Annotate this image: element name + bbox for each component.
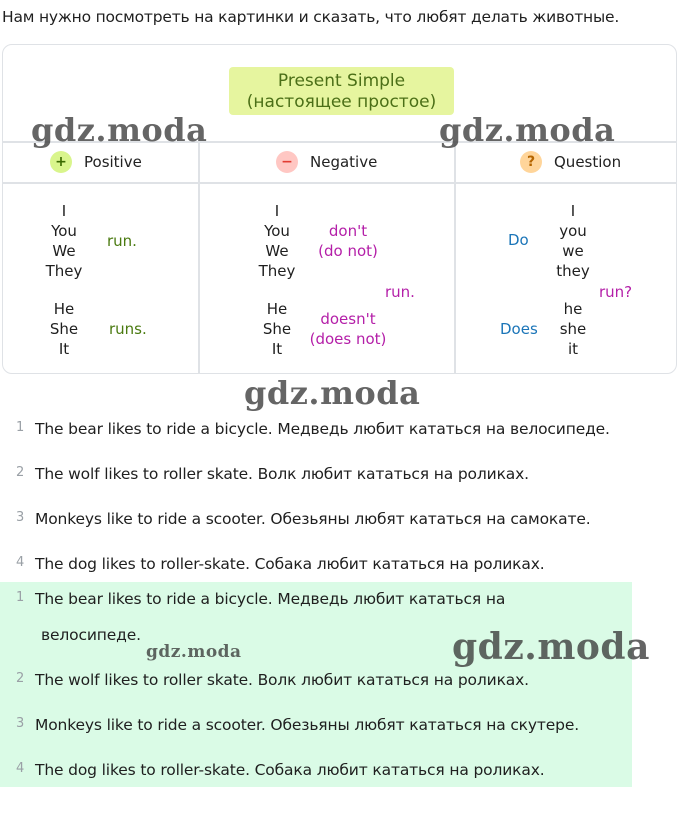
item-text: The wolf likes to roller skate. Волк любит кататься на роликах. [35,671,529,689]
divider [3,182,676,184]
grammar-table [2,44,677,374]
positive-verb: run. [107,232,137,250]
title-line2: (настоящее простое) [246,92,437,112]
item-text: The dog likes to roller-skate. Собака любит кататься на роликах. [35,761,545,779]
item-text: велосипеде. [41,626,141,644]
negative-pronouns-plural: I You We They [258,202,296,280]
item-number: 2 [16,465,25,480]
question-aux-does: Does [500,320,538,338]
question-verb: run? [599,283,633,301]
header-question-label: Question [554,153,622,171]
positive-verb-s: runs. [109,320,147,338]
question-icon: ? [520,151,542,173]
header-negative-label: Negative [310,153,378,171]
watermark: gdz.moda [146,642,242,662]
watermark: gdz.moda [244,374,421,412]
table-title [229,67,454,115]
header-positive-label: Positive [84,153,142,171]
question-pronouns-plural: I you we they [556,202,590,280]
item-number: 3 [16,716,25,731]
negative-pronouns-singular: He She It [262,300,292,358]
item-number: 1 [16,590,25,605]
negative-verb: run. [385,283,415,301]
item-number: 3 [16,510,25,525]
minus-icon: − [276,151,298,173]
answers-block [0,582,650,787]
watermark: gdz.moda [439,111,616,149]
intro-text: Нам нужно посмотреть на картинки и сказать, что любят делать животные. [2,8,620,26]
item-text: The bear likes to ride a bicycle. Медведь любит кататься на [35,590,506,608]
column-divider [198,141,200,373]
item-number: 2 [16,671,25,686]
question-aux-do: Do [508,231,529,249]
item-text: Monkeys like to ride a scooter. Обезьяны любят кататься на скутере. [35,716,580,734]
positive-pronouns-singular: He She It [49,300,79,358]
negative-aux-singular: doesn't (does not) [309,310,387,348]
item-number: 4 [16,555,25,570]
question-pronouns-singular: he she it [559,300,587,358]
item-number: 1 [16,420,25,435]
header-question [520,150,621,174]
column-divider [454,141,456,373]
negative-aux-plural: don't (do not) [318,222,378,260]
title-line1: Present Simple [277,71,406,91]
item-text: The bear likes to ride a bicycle. Медведь любит кататься на велосипеде. [35,420,610,438]
item-text: The dog likes to roller-skate. Собака любит кататься на роликах. [35,555,545,573]
item-text: Monkeys like to ride a scooter. Обезьяны любят кататься на самокате. [35,510,591,528]
item-number: 4 [16,761,25,776]
plus-icon: + [50,151,72,173]
watermark: gdz.moda [31,111,208,149]
positive-pronouns-plural: I You We They [45,202,83,280]
item-text: The wolf likes to roller skate. Волк любит кататься на роликах. [35,465,529,483]
watermark: gdz.moda [452,626,650,668]
header-positive [50,150,142,174]
header-negative [276,150,377,174]
